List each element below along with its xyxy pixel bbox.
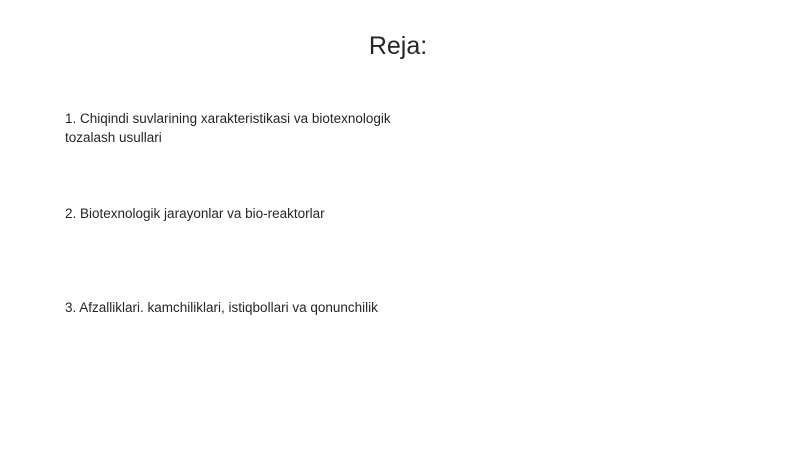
plan-item-1: 1. Chiqindi suvlarining xarakteristikasi va biotexnologik tozalash usullari	[65, 111, 391, 145]
slide-title: Reja:	[368, 32, 428, 60]
plan-item-3: 3. Afzalliklari. kamchiliklari, istiqbollari va qonunchilik	[65, 300, 378, 315]
plan-item-2: 2. Biotexnologik jarayonlar va bio-reaktorlar	[65, 206, 325, 221]
